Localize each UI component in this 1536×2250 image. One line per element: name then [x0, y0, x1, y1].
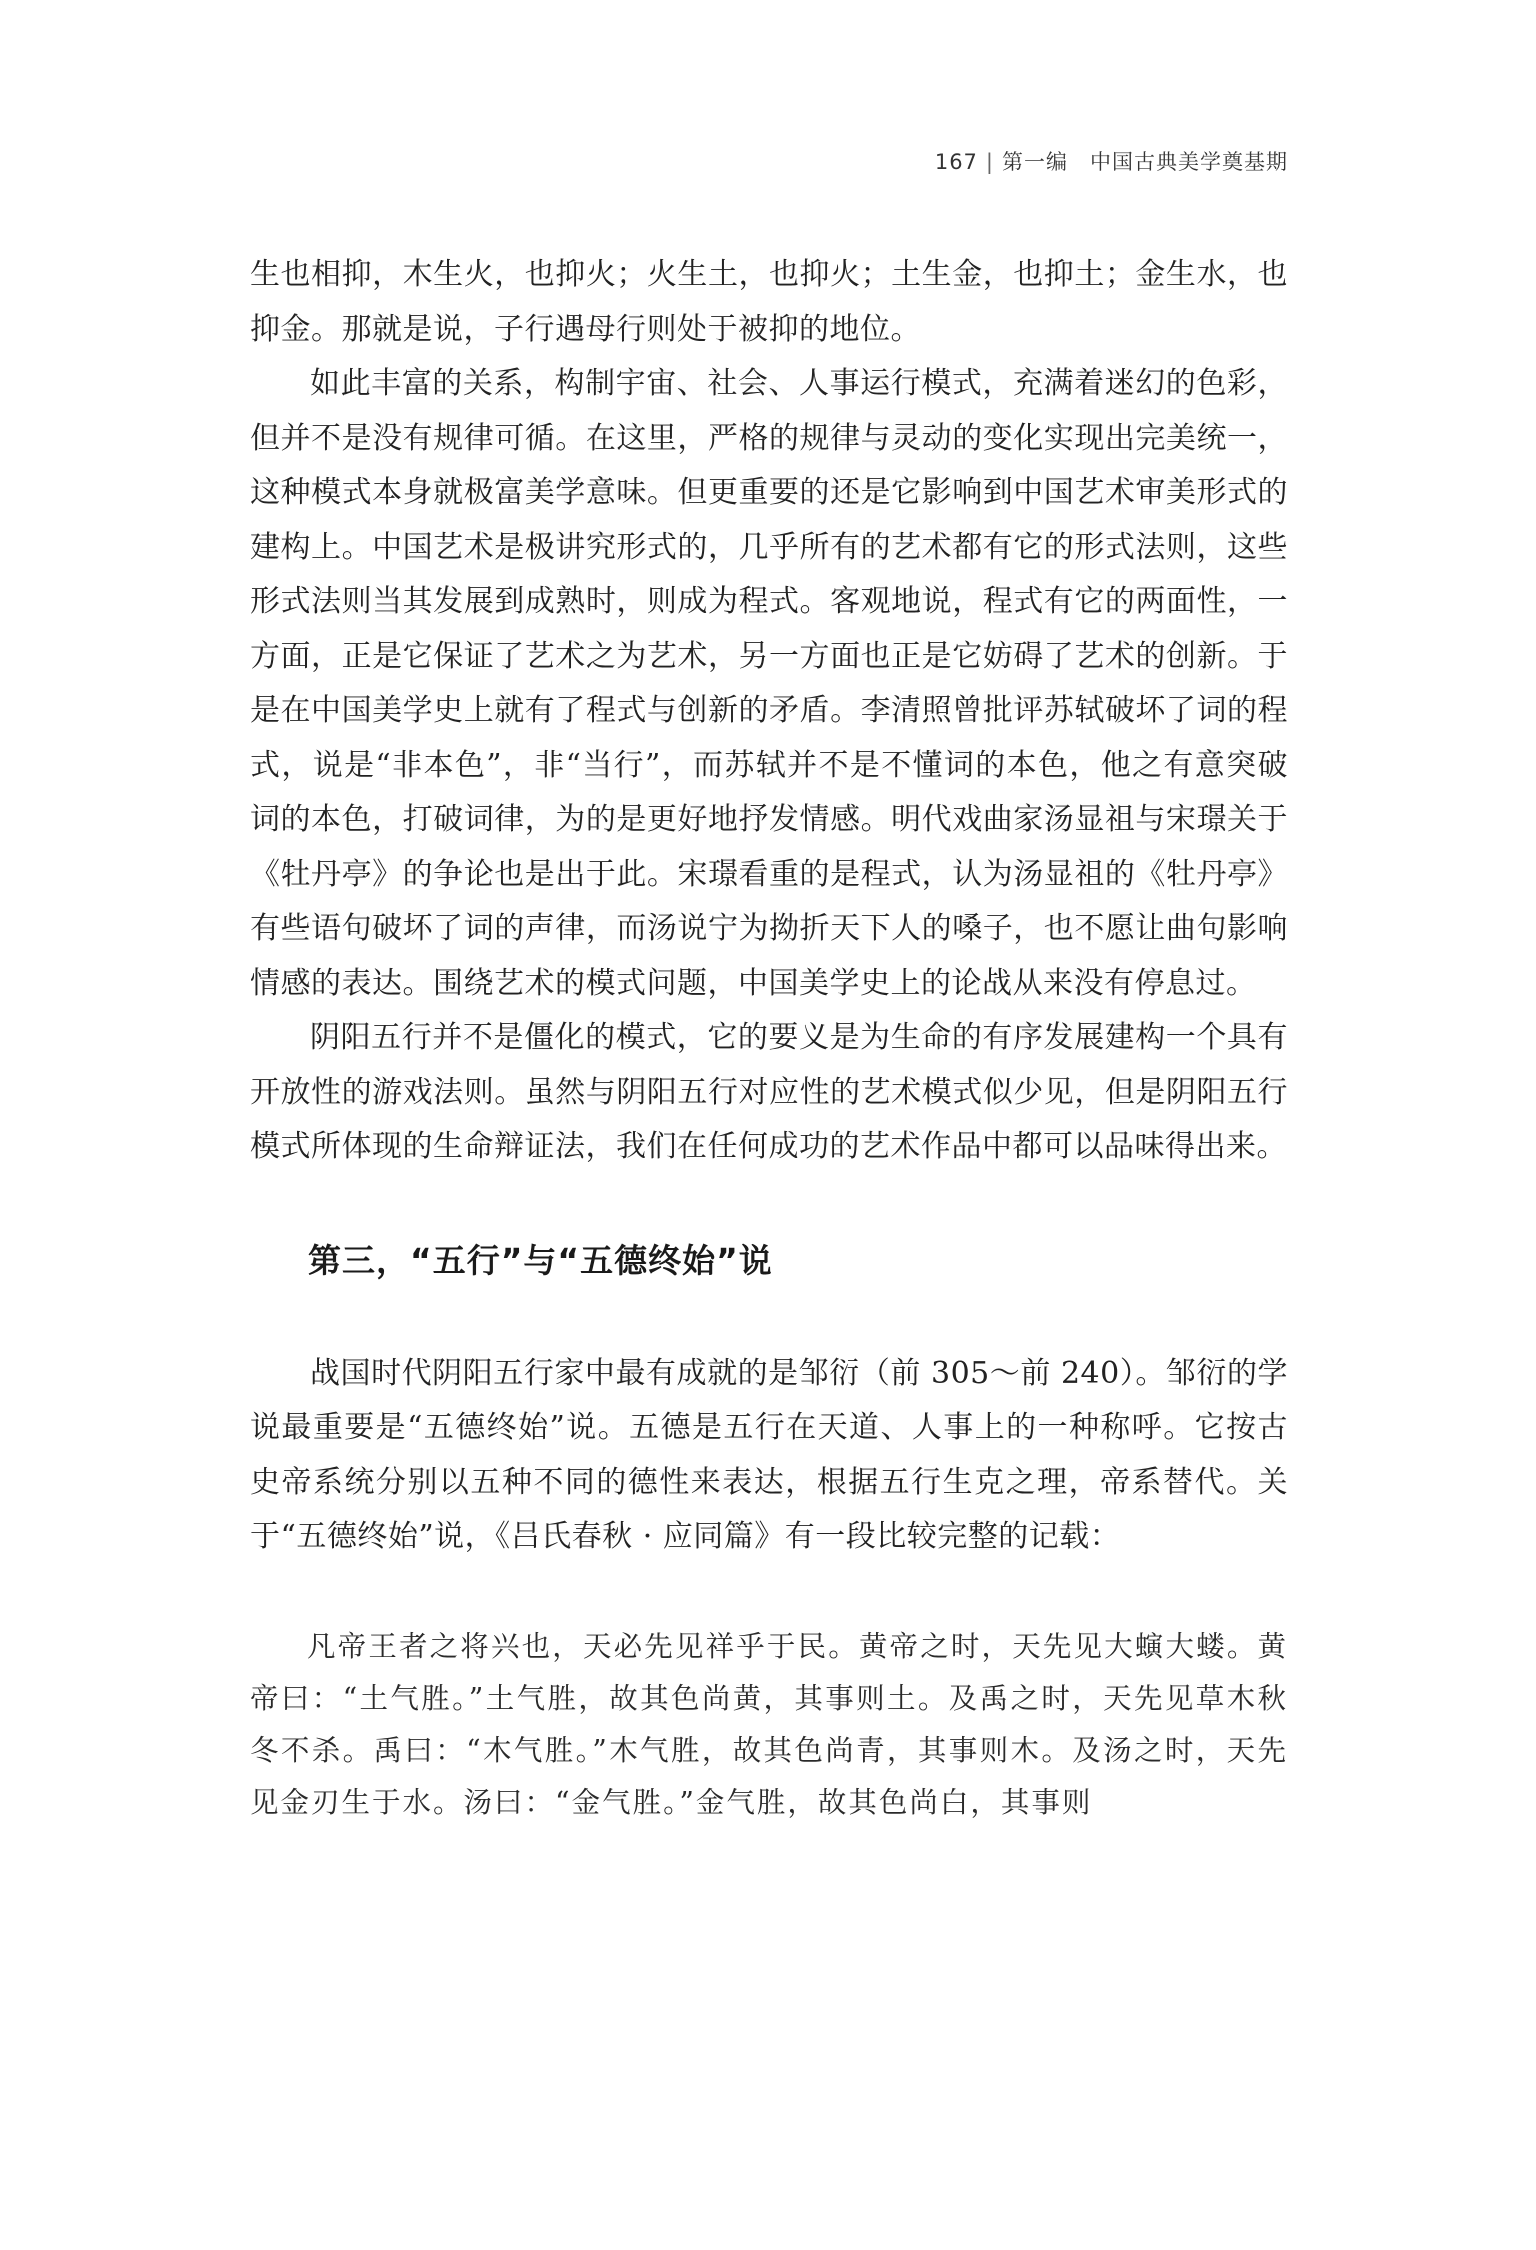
- paragraph-3: 阴阳五行并不是僵化的模式，它的要义是为生命的有序发展建构一个具有开放性的游戏法则。虽然与阴阳五行对应性的艺术模式似少见，但是阴阳五行模式所体现的生命辩证法，我们在任何成功的艺术作品中都可以品味得出来。: [250, 1020, 1288, 1164]
- part-label: 第一编: [1002, 150, 1068, 174]
- header-separator: |: [985, 150, 994, 174]
- paragraph-2: 如此丰富的关系，构制宇宙、社会、人事运行模式，充满着迷幻的色彩，但并不是没有规律可循。在这里，严格的规律与灵动的变化实现出完美统一，这种模式本身就极富美学意味。但更重要的还是它影响到中国艺术审美形式的建构上。中国艺术是极讲究形式的，几乎所有的艺术都有它的形式法则，这些形式法则当其发展到成熟时，则成为程式。客观地说，程式有它的两面性，一方面，正是它保证了艺术之为艺术，另一方面也正是它妨碍了艺术的创新。于是在中国美学史上就有了程式与创新的矛盾。李清照曾批评苏轼破坏了词的程式，说是“非本色”，非“当行”，而苏轼并不是不懂词的本色，他之有意突破词的本色，打破词律，为的是更好地抒发情感。明代戏曲家汤显祖与宋璟关于《牡丹亭》的争论也是出于此。宋璟看重的是程式，认为汤显祖的《牡丹亭》有些语句破坏了词的声律，而汤说宁为拗折天下人的嗓子，也不愿让曲句影响情感的表达。围绕艺术的模式问题，中国美学史上的论战从来没有停息过。: [250, 366, 1288, 1001]
- paragraph-1: 生也相抑，木生火，也抑火；火生土，也抑火；土生金，也抑土；金生水，也抑金。那就是说，子行遇母行则处于被抑的地位。: [250, 257, 1288, 347]
- section-title: 第三，“五行”与“五德终始”说: [308, 1240, 773, 1280]
- page-content: [250, 248, 1288, 1829]
- running-head: [935, 146, 1288, 176]
- paragraph-4: 战国时代阴阳五行家中最有成就的是邹衍（前 305～前 240）。邹衍的学说最重要是“五德终始”说。五德是五行在天道、人事上的一种称呼。它按古史帝系统分别以五种不同的德性来表达，根据五行生克之理，帝系替代。关于“五德终始”说，《吕氏春秋 · 应同篇》有一段比较完整的记载：: [250, 1355, 1288, 1554]
- block-quote: 凡帝王者之将兴也，天必先见祥乎于民。黄帝之时，天先见大螾大蝼。黄帝曰：“土气胜。”土气胜，故其色尚黄，其事则土。及禹之时，天先见草木秋冬不杀。禹曰：“木气胜。”木气胜，故其色尚青，其事则木。及汤之时，天先见金刃生于水。汤曰：“金气胜。”金气胜，故其色尚白，其事则: [250, 1629, 1288, 1819]
- page-number: 167: [934, 150, 978, 174]
- part-title: 中国古典美学奠基期: [1090, 150, 1288, 174]
